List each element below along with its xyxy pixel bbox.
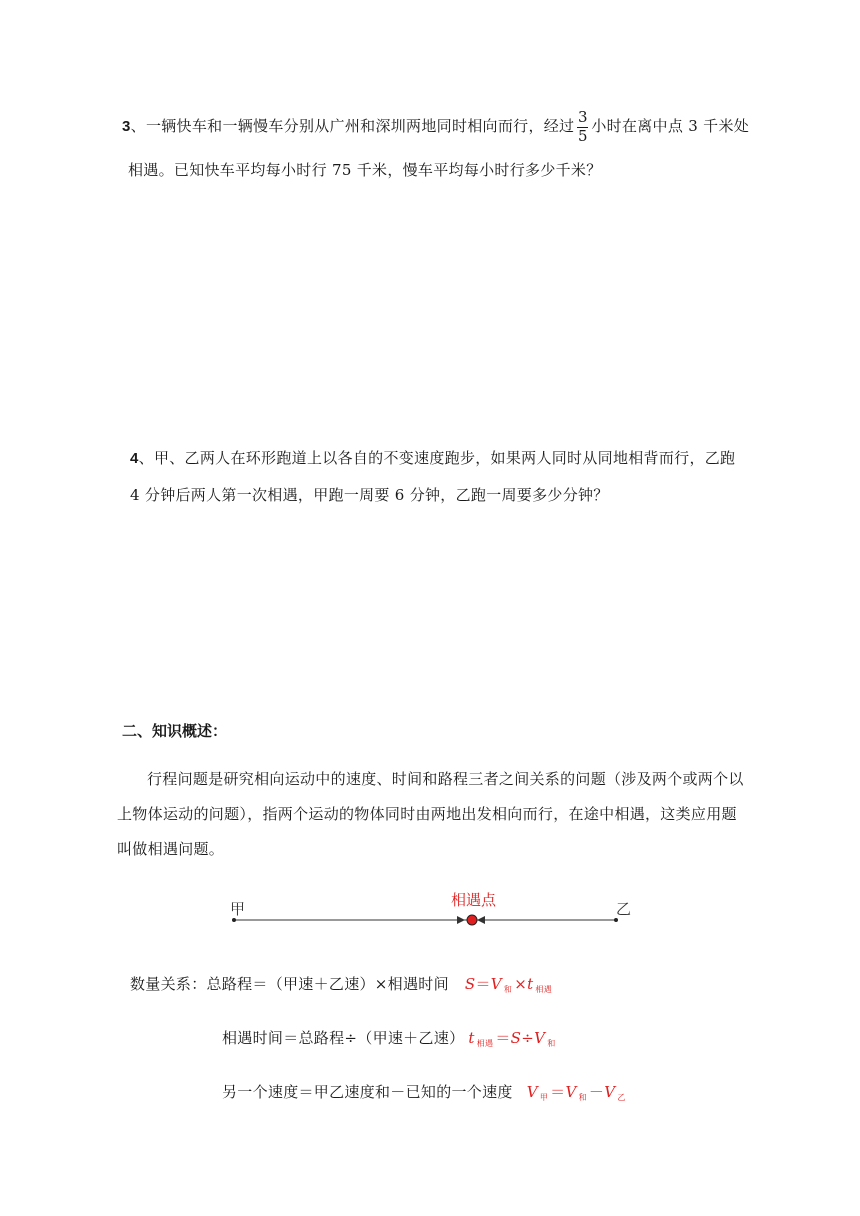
formula-3-V3-sub: 乙 xyxy=(617,1093,626,1102)
fraction-denominator: 5 xyxy=(577,126,588,145)
question-3-text-a: 、一辆快车和一辆慢车分别从广州和深圳两地同时相向而行，经过 xyxy=(130,117,575,135)
formula-1-t: t xyxy=(527,975,534,993)
formula-1-eq: ＝ xyxy=(475,975,491,993)
formula-2-V-sub: 和 xyxy=(547,1039,556,1048)
right-arrow-icon xyxy=(477,916,485,924)
formula-1-V-sub: 和 xyxy=(503,985,513,994)
diagram-right-label: 乙 xyxy=(616,900,632,918)
fraction-three-fifths xyxy=(577,107,588,145)
diagram-left-label: 甲 xyxy=(230,900,246,918)
fraction-numerator: 3 xyxy=(577,107,588,126)
formula-2-V: V xyxy=(534,1029,546,1047)
paragraph-line-1: 行程问题是研究相向运动中的速度、时间和路程三者之间关系的问题（涉及两个或两个以 xyxy=(147,770,744,788)
question-4-line-2: 4 分钟后两人第一次相遇，甲跑一周要 6 分钟，乙跑一周要多少分钟？ xyxy=(130,486,609,504)
meeting-point-dot xyxy=(467,915,477,925)
formula-3-V1: V xyxy=(526,1083,538,1101)
formula-2-t: t xyxy=(468,1029,475,1047)
formula-3-minus: － xyxy=(588,1083,605,1101)
formula-1-t-sub: 相遇 xyxy=(535,985,553,994)
question-3-text-b: 小时在离中点 3 千米处 xyxy=(591,117,750,135)
paragraph-line-3: 叫做相遇问题。 xyxy=(117,840,225,858)
diagram-right-endpoint xyxy=(614,918,618,922)
formula-1-S: S xyxy=(464,975,476,993)
question-4-text-1: 、甲、乙两人在环形跑道上以各自的不变速度跑步，如果两人同时从同地相背而行，乙跑 xyxy=(138,449,736,467)
formula-1 xyxy=(130,973,554,995)
formula-1-text: 数量关系：总路程＝（甲速＋乙速）×相遇时间 xyxy=(130,975,449,993)
diagram-left-endpoint xyxy=(232,918,236,922)
formula-2-t-sub: 相遇 xyxy=(476,1039,494,1048)
question-3-line-1 xyxy=(122,106,749,147)
question-4-line-1 xyxy=(130,447,735,468)
question-3-number: 3 xyxy=(122,118,131,135)
question-3-line-2: 相遇。已知快车平均每小时行 75 千米，慢车平均每小时行多少千米？ xyxy=(128,161,602,179)
formula-2-text: 相遇时间＝总路程÷（甲速＋乙速） xyxy=(222,1029,465,1047)
formula-3-V2-sub: 和 xyxy=(578,1093,587,1102)
question-4-number: 4 xyxy=(130,450,139,467)
formula-1-V: V xyxy=(490,975,502,993)
paragraph-line-2: 上物体运动的问题），指两个运动的物体同时由两地出发相向而行，在途中相遇，这类应用题 xyxy=(117,805,737,823)
formula-2 xyxy=(222,1027,558,1049)
left-arrow-icon xyxy=(457,916,465,924)
formula-3-V2: V xyxy=(565,1083,577,1101)
formula-3-text: 另一个速度＝甲乙速度和－已知的一个速度 xyxy=(222,1083,513,1101)
formula-3 xyxy=(222,1081,628,1103)
meeting-diagram xyxy=(220,884,650,934)
formula-3-V1-sub: 甲 xyxy=(539,1093,549,1102)
formula-2-eq: ＝ xyxy=(495,1029,511,1047)
diagram-meet-label: 相遇点 xyxy=(451,891,497,909)
formula-2-div: ÷ xyxy=(521,1029,535,1047)
section-heading: 二、知识概述： xyxy=(122,722,228,740)
formula-2-S: S xyxy=(510,1029,522,1047)
formula-3-eq: ＝ xyxy=(550,1083,566,1101)
formula-1-times: × xyxy=(514,975,528,993)
formula-3-V3: V xyxy=(604,1083,616,1101)
